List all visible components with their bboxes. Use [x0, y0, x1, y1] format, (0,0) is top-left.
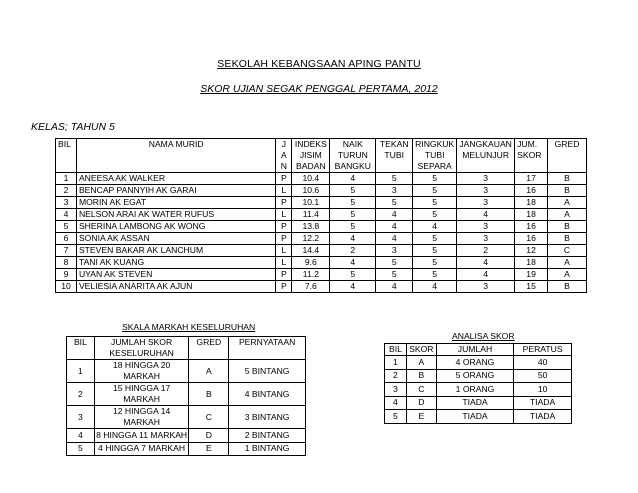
cell-bil: 1 — [67, 360, 95, 383]
cell-ringkuk: 5 — [413, 233, 457, 245]
cell-naik-turun: 4 — [330, 173, 376, 185]
table-row — [385, 410, 572, 424]
cell-nama-murid: NELSON ARAI AK WATER RUFUS — [76, 209, 276, 221]
cell-jumlah-skor: 16 — [515, 221, 548, 233]
header-line: TUBI — [384, 150, 404, 160]
analisa-header-peratus: PERATUS — [514, 344, 572, 356]
cell-pernyataan: 1 BINTANG — [229, 442, 306, 456]
cell-tekan-tubi: 4 — [376, 221, 413, 233]
table-row — [56, 269, 587, 281]
cell-jumlah-skor: 19 — [515, 269, 548, 281]
table-row — [67, 429, 306, 443]
cell-gred: A — [548, 257, 587, 269]
header-line: RINGKUK — [415, 139, 455, 149]
analisa-header — [385, 344, 572, 356]
cell-bil: 3 — [67, 406, 95, 429]
cell-tekan-tubi: 4 — [376, 281, 413, 293]
cell-skor: A — [406, 356, 436, 370]
cell-nama-murid: BENCAP PANNYIH AK GARAI — [76, 185, 276, 197]
header-line: BADAN — [296, 161, 326, 171]
analisa-header-skor: SKOR — [406, 344, 436, 356]
analisa-title: ANALISA SKOR — [452, 331, 515, 341]
cell-bil: 4 — [385, 396, 407, 410]
table-row — [67, 442, 306, 456]
cell-jumlah-skor: 15 HINGGA 17 MARKAH — [94, 383, 189, 406]
header-jantina-line: N — [280, 161, 288, 171]
cell-bil: 2 — [385, 369, 407, 383]
cell-naik-turun: 5 — [330, 221, 376, 233]
header-line: NAIK — [342, 139, 363, 149]
cell-naik-turun: 5 — [330, 209, 376, 221]
cell-ringkuk: 5 — [413, 173, 457, 185]
header-line: SEPARA — [417, 161, 452, 171]
skala-header-gred: GRED — [189, 337, 229, 360]
cell-indeks: 14.4 — [292, 245, 330, 257]
cell-bil: 2 — [67, 383, 95, 406]
cell-ringkuk: 5 — [413, 197, 457, 209]
cell-pernyataan: 2 BINTANG — [229, 429, 306, 443]
cell-bil: 5 — [56, 221, 77, 233]
cell-indeks: 11.2 — [292, 269, 330, 281]
cell-nama-murid: MORIN AK EGAT — [76, 197, 276, 209]
cell-jantina: P — [276, 173, 292, 185]
header-line: JUMLAH SKOR — [111, 337, 173, 347]
report-subtitle: SKOR UJIAN SEGAK PENGGAL PERTAMA, 2012 — [200, 83, 438, 95]
cell-bil: 3 — [56, 197, 77, 209]
cell-jumlah-skor: 16 — [515, 185, 548, 197]
table-row — [385, 356, 572, 370]
cell-jantina: P — [276, 233, 292, 245]
cell-gred: A — [189, 360, 229, 383]
cell-nama-murid: VELIESIA ANARITA AK AJUN — [76, 281, 276, 293]
cell-bil: 4 — [67, 429, 95, 443]
header-line: TUBI — [424, 150, 445, 160]
cell-jantina: L — [276, 185, 292, 197]
cell-tekan-tubi: 5 — [376, 173, 413, 185]
cell-peratus: 40 — [514, 356, 572, 370]
skala-title: SKALA MARKAH KESELURUHAN — [122, 322, 256, 332]
cell-indeks: 12.2 — [292, 233, 330, 245]
cell-gred: A — [548, 197, 587, 209]
cell-peratus: 10 — [514, 383, 572, 397]
cell-indeks: 7.6 — [292, 281, 330, 293]
table-row — [56, 173, 587, 185]
table-row — [56, 185, 587, 197]
school-title: SEKOLAH KEBANGSAAN APING PANTU — [217, 58, 421, 70]
cell-nama-murid: TANI AK KUANG — [76, 257, 276, 269]
cell-tekan-tubi: 5 — [376, 197, 413, 209]
cell-ringkuk: 5 — [413, 209, 457, 221]
cell-naik-turun: 4 — [330, 281, 376, 293]
cell-peratus: TIADA — [514, 396, 572, 410]
cell-gred: B — [189, 383, 229, 406]
header-bil: BIL — [56, 139, 77, 173]
table-row — [56, 233, 587, 245]
cell-jumlah-skor: 8 HINGGA 11 MARKAH — [94, 429, 189, 443]
cell-jangkauan: 3 — [457, 221, 515, 233]
cell-jangkauan: 4 — [457, 257, 515, 269]
header-gred: GRED — [548, 139, 587, 173]
header-line: BANGKU — [334, 161, 371, 171]
cell-jangkauan: 3 — [457, 197, 515, 209]
skala-table — [66, 336, 306, 456]
cell-naik-turun: 5 — [330, 269, 376, 281]
header-line: MELUNJUR — [462, 150, 510, 160]
cell-tekan-tubi: 4 — [376, 209, 413, 221]
cell-gred: E — [189, 442, 229, 456]
cell-indeks: 10.1 — [292, 197, 330, 209]
cell-gred: A — [548, 269, 587, 281]
cell-gred: D — [189, 429, 229, 443]
cell-bil: 10 — [56, 281, 77, 293]
cell-jangkauan: 3 — [457, 185, 515, 197]
cell-ringkuk: 5 — [413, 185, 457, 197]
cell-bil: 1 — [56, 173, 77, 185]
cell-nama-murid: SHERINA LAMBONG AK WONG — [76, 221, 276, 233]
cell-peratus: TIADA — [514, 410, 572, 424]
cell-tekan-tubi: 5 — [376, 269, 413, 281]
table-row — [67, 406, 306, 429]
cell-pernyataan: 4 BINTANG — [229, 383, 306, 406]
cell-jumlah-skor: 18 HINGGA 20 MARKAH — [94, 360, 189, 383]
cell-ringkuk: 5 — [413, 257, 457, 269]
table-row — [56, 245, 587, 257]
table-row — [67, 383, 306, 406]
score-table-header — [56, 139, 587, 173]
cell-tekan-tubi: 5 — [376, 257, 413, 269]
cell-nama-murid: UYAN AK STEVEN — [76, 269, 276, 281]
skala-header-bil: BIL — [67, 337, 95, 360]
header-jantina — [276, 139, 292, 173]
cell-skor: C — [406, 383, 436, 397]
cell-bil: 3 — [385, 383, 407, 397]
cell-ringkuk: 5 — [413, 269, 457, 281]
cell-jumlah-skor: 12 HINGGA 14 MARKAH — [94, 406, 189, 429]
header-line: TEKAN — [379, 139, 409, 149]
cell-jumlah: TIADA — [436, 396, 513, 410]
header-line: JANGKAUAN — [459, 139, 512, 149]
header-line: INDEKS — [294, 139, 327, 149]
header-line: TURUN — [337, 150, 368, 160]
cell-gred: B — [548, 173, 587, 185]
cell-tekan-tubi: 3 — [376, 245, 413, 257]
header-indeks-jisim-badan — [292, 139, 330, 173]
header-jangkauan-melunjur — [457, 139, 515, 173]
analisa-table — [384, 343, 572, 424]
header-nama-murid: NAMA MURID — [76, 139, 276, 173]
cell-jangkauan: 3 — [457, 173, 515, 185]
cell-jangkauan: 3 — [457, 281, 515, 293]
cell-nama-murid: SONIA AK ASSAN — [76, 233, 276, 245]
cell-ringkuk: 5 — [413, 245, 457, 257]
cell-bil: 9 — [56, 269, 77, 281]
table-row — [56, 209, 587, 221]
table-row — [56, 281, 587, 293]
cell-gred: C — [189, 406, 229, 429]
cell-jumlah: TIADA — [436, 410, 513, 424]
table-row — [385, 369, 572, 383]
cell-jantina: P — [276, 221, 292, 233]
cell-jantina: L — [276, 209, 292, 221]
cell-naik-turun: 5 — [330, 197, 376, 209]
cell-jumlah-skor: 18 — [515, 197, 548, 209]
cell-bil: 5 — [67, 442, 95, 456]
cell-tekan-tubi: 3 — [376, 185, 413, 197]
cell-indeks: 10.4 — [292, 173, 330, 185]
cell-pernyataan: 5 BINTANG — [229, 360, 306, 383]
cell-gred: B — [548, 185, 587, 197]
header-line: JUM. — [517, 139, 538, 149]
cell-naik-turun: 4 — [330, 257, 376, 269]
table-row — [56, 221, 587, 233]
cell-jumlah: 4 ORANG — [436, 356, 513, 370]
score-table — [55, 138, 587, 293]
table-row — [56, 257, 587, 269]
cell-indeks: 10.6 — [292, 185, 330, 197]
cell-naik-turun: 5 — [330, 185, 376, 197]
cell-gred: A — [548, 209, 587, 221]
cell-skor: E — [406, 410, 436, 424]
cell-jumlah-skor: 16 — [515, 233, 548, 245]
cell-bil: 6 — [56, 233, 77, 245]
cell-skor: D — [406, 396, 436, 410]
cell-nama-murid: STEVEN BAKAR AK LANCHUM — [76, 245, 276, 257]
skala-header-jumlah-skor — [94, 337, 189, 360]
cell-jumlah-skor: 18 — [515, 209, 548, 221]
table-row — [67, 360, 306, 383]
header-line: SKOR — [517, 150, 542, 160]
cell-peratus: 50 — [514, 369, 572, 383]
header-line: JISIM — [299, 150, 322, 160]
table-row — [385, 396, 572, 410]
cell-ringkuk: 4 — [413, 281, 457, 293]
cell-naik-turun: 2 — [330, 245, 376, 257]
cell-gred: B — [548, 221, 587, 233]
cell-jantina: L — [276, 257, 292, 269]
cell-indeks: 13.8 — [292, 221, 330, 233]
header-ringkuk-tubi-separa — [413, 139, 457, 173]
cell-naik-turun: 4 — [330, 233, 376, 245]
cell-indeks: 9.6 — [292, 257, 330, 269]
cell-indeks: 11.4 — [292, 209, 330, 221]
skala-header-pernyataan: PERNYATAAN — [229, 337, 306, 360]
cell-jantina: L — [276, 245, 292, 257]
cell-pernyataan: 3 BINTANG — [229, 406, 306, 429]
cell-jangkauan: 4 — [457, 209, 515, 221]
cell-jumlah-skor: 17 — [515, 173, 548, 185]
cell-bil: 7 — [56, 245, 77, 257]
cell-gred: C — [548, 245, 587, 257]
cell-jumlah: 5 ORANG — [436, 369, 513, 383]
cell-jumlah-skor: 15 — [515, 281, 548, 293]
cell-ringkuk: 4 — [413, 221, 457, 233]
header-jantina-line: A — [281, 150, 287, 160]
skala-header — [67, 337, 306, 360]
header-tekan-tubi — [376, 139, 413, 173]
table-row — [385, 383, 572, 397]
cell-jumlah-skor: 12 — [515, 245, 548, 257]
cell-bil: 2 — [56, 185, 77, 197]
cell-jumlah-skor: 4 HINGGA 7 MARKAH — [94, 442, 189, 456]
cell-jangkauan: 2 — [457, 245, 515, 257]
analisa-header-jumlah: JUMLAH — [436, 344, 513, 356]
cell-jantina: P — [276, 269, 292, 281]
cell-bil: 4 — [56, 209, 77, 221]
header-jantina-line: J — [281, 139, 287, 149]
header-line: KESELURUHAN — [109, 348, 174, 358]
cell-bil: 8 — [56, 257, 77, 269]
cell-tekan-tubi: 4 — [376, 233, 413, 245]
cell-jumlah: 1 ORANG — [436, 383, 513, 397]
cell-jumlah-skor: 18 — [515, 257, 548, 269]
cell-nama-murid: ANEESA AK WALKER — [76, 173, 276, 185]
cell-jantina: P — [276, 281, 292, 293]
cell-gred: B — [548, 281, 587, 293]
cell-gred: B — [548, 233, 587, 245]
class-label: KELAS; TAHUN 5 — [31, 121, 115, 133]
analisa-header-bil: BIL — [385, 344, 407, 356]
table-row — [56, 197, 587, 209]
cell-skor: B — [406, 369, 436, 383]
header-naik-turun-bangku — [330, 139, 376, 173]
cell-jantina: P — [276, 197, 292, 209]
header-jumlah-skor — [515, 139, 548, 173]
cell-bil: 1 — [385, 356, 407, 370]
cell-jangkauan: 3 — [457, 233, 515, 245]
cell-bil: 5 — [385, 410, 407, 424]
cell-jangkauan: 4 — [457, 269, 515, 281]
